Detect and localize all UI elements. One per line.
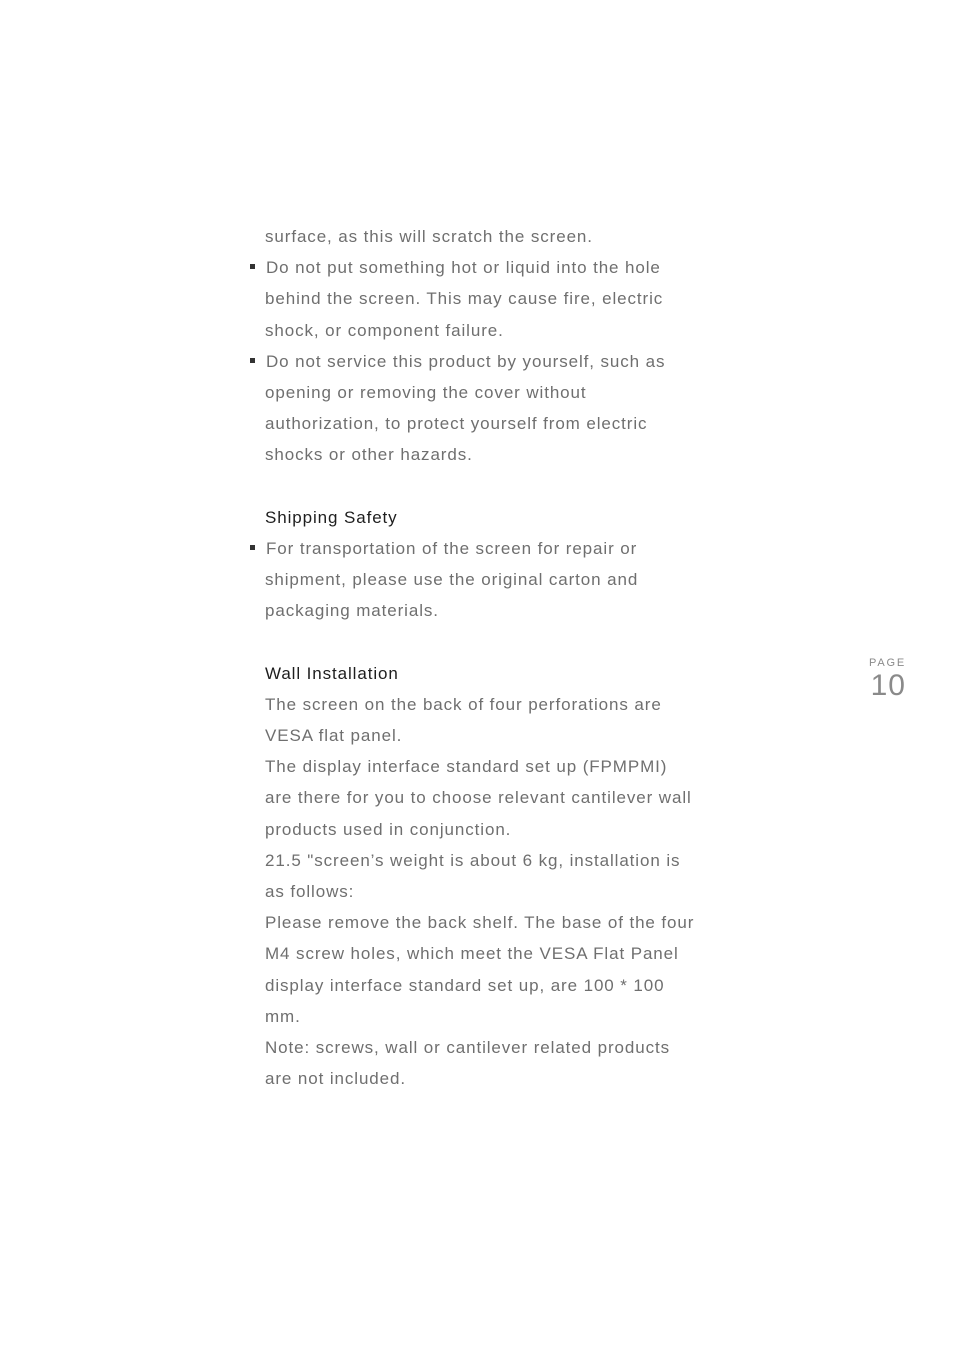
text-line: The screen on the back of four perforations are <box>265 694 662 714</box>
wall-installation-section <box>265 658 745 1095</box>
bullet-text: Do not service this product by yourself, such as <box>266 351 666 371</box>
paragraph-gap <box>265 626 745 657</box>
text-line: display interface standard set up, are 100 * 100 <box>265 975 665 995</box>
text-line: are not included. <box>265 1069 406 1089</box>
bullet-text: For transportation of the screen for repair or <box>266 538 638 558</box>
text-line: opening or removing the cover without <box>265 382 587 402</box>
paragraph-gap <box>265 471 745 502</box>
text-line: behind the screen. This may cause fire, electric <box>265 289 664 309</box>
text-line <box>266 252 746 283</box>
section-heading: Shipping Safety <box>265 507 398 527</box>
square-bullet-icon <box>250 358 255 363</box>
square-bullet-icon <box>250 264 255 269</box>
text-line: packaging materials. <box>265 601 439 621</box>
text-line: mm. <box>265 1006 301 1026</box>
text-line: authorization, to protect yourself from electric <box>265 414 648 434</box>
bullet-text: Do not put something hot or liquid into the hole <box>266 258 661 278</box>
bullet-item-hot-liquid <box>265 252 745 346</box>
text-line <box>266 533 746 564</box>
text-line: as follows: <box>265 881 355 901</box>
manual-page-body <box>265 221 745 1094</box>
text-line: shock, or component failure. <box>265 320 504 340</box>
text-line: products used in conjunction. <box>265 819 512 839</box>
text-line: The display interface standard set up (FPMPMI) <box>265 757 668 777</box>
page-number-marker <box>869 656 906 701</box>
text-line: Please remove the back shelf. The base of the four <box>265 913 695 933</box>
shipping-safety-section <box>265 502 745 627</box>
square-bullet-icon <box>250 545 255 550</box>
section-heading: Wall Installation <box>265 663 399 683</box>
bullet-item-no-service <box>265 346 745 471</box>
text-line: surface, as this will scratch the screen. <box>265 227 593 246</box>
text-line <box>266 346 746 377</box>
text-line: M4 screw holes, which meet the VESA Flat Panel <box>265 944 679 964</box>
text-line: Note: screws, wall or cantilever related products <box>265 1037 671 1057</box>
page-label: PAGE <box>869 657 906 669</box>
text-line: shipment, please use the original carton and <box>265 570 639 590</box>
text-line: VESA flat panel. <box>265 726 403 745</box>
text-line: shocks or other hazards. <box>265 445 473 465</box>
text-line: are there for you to choose relevant cantilever wall <box>265 788 692 808</box>
page-number: 10 <box>870 669 906 702</box>
text-line: 21.5 "screen’s weight is about 6 kg, installation is <box>265 850 681 870</box>
